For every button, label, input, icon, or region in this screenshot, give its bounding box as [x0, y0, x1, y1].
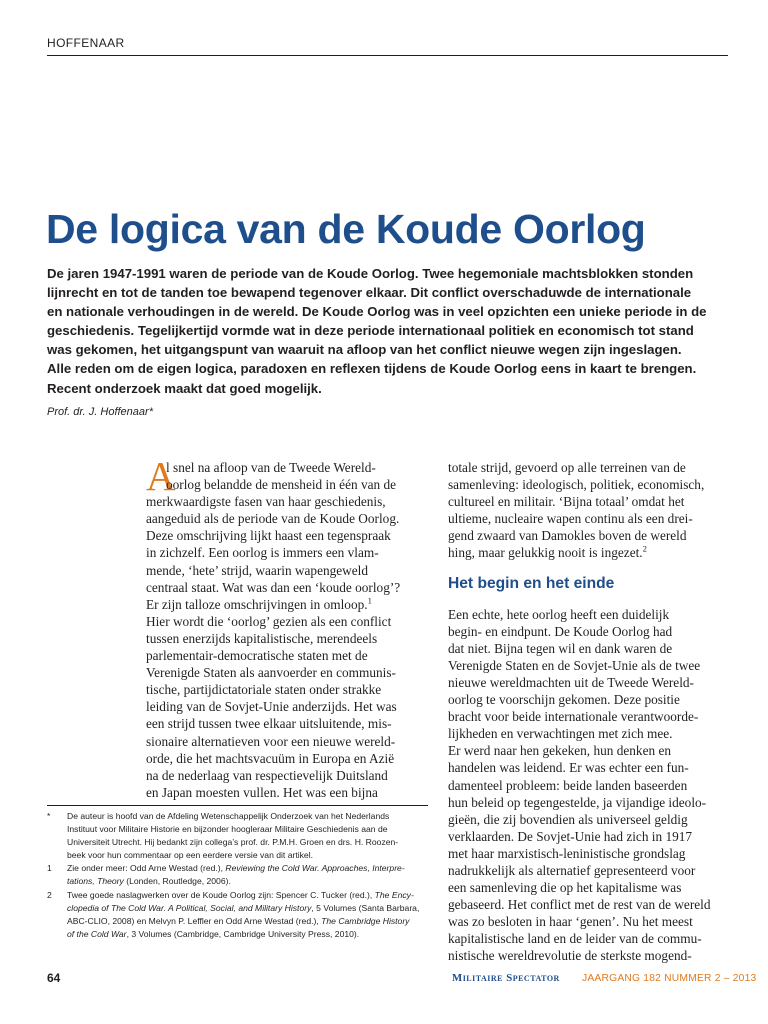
body-line: Verenigde Staten en de Sovjet-Unie als de twee — [448, 657, 701, 673]
body-line: was zo besloten in haar ‘genen’. Nu het meest — [448, 914, 693, 930]
lead-line: geschiedenis. Tegelijkertijd vormde wat in deze periode internationaal politiek en economisch tot stand — [47, 323, 694, 339]
lead-line: was gekomen, het uitgangspunt van waaruit na afloop van het conflict nieuwe wegen zijn ingeslagen. — [47, 342, 682, 358]
body-line: mende, ‘hete’ strijd, waarin wapengeweld — [146, 562, 369, 578]
footnote-ref-1: 1 — [367, 595, 372, 606]
body-line: handelen was leidend. Er was echter een fun- — [448, 760, 689, 776]
footnote-line — [67, 875, 428, 888]
body-line: nieuwe wereldmachten uit de Tweede Wereld- — [448, 674, 694, 690]
body-line: nadrukkelijk als alternatief gepresenteerd voor — [448, 862, 696, 878]
body-line: nistische wereldrevolutie de sterkste mogend- — [448, 948, 692, 964]
footnote-line — [67, 862, 428, 875]
body-line — [448, 544, 730, 561]
body-line: Verenigde Staten als aanvoerder en communis- — [146, 665, 396, 681]
footnote-citation-title: Reviewing the Cold War. Approaches, Interpre- — [225, 863, 405, 874]
body-line: dat niet. Bijna tegen wil en dank waren de — [448, 640, 673, 656]
body-line: oorlog te voorschijn gekomen. Deze positie — [448, 692, 680, 708]
article-title: De logica van de Koude Oorlog — [46, 206, 646, 252]
footnote-citation-title: of the Cold War — [67, 928, 127, 939]
lead-line: Alle reden om de eigen logica, paradoxen en reflexen tijdens de Koude Oorlog eens in kaart te brengen. — [47, 361, 697, 377]
body-line: hun beleid op tegengestelde, ja vijandige ideolo- — [448, 794, 707, 810]
body-line: een strijd tussen twee elkaar uitsluitende, mis- — [146, 716, 392, 732]
page-number: 64 — [47, 971, 61, 985]
body-line: Hier wordt die ‘oorlog’ gezien als een conflict — [146, 613, 392, 629]
footnote-text: , 5 Volumes (Santa Barbara, — [311, 902, 420, 913]
header-rule — [47, 55, 728, 56]
footnote-author — [47, 810, 428, 862]
footnote-rule — [47, 805, 428, 806]
body-line: damenteel probleem: beide landen baseerden — [448, 777, 688, 793]
body-column-right — [448, 459, 730, 965]
running-head: HOFFENAAR — [47, 36, 125, 50]
body-line: kapitalistische land en de leider van de commu- — [448, 931, 702, 947]
body-line: merkwaardigste fasen van haar geschiedenis, — [146, 494, 386, 510]
section-heading: Het begin en het einde — [448, 575, 615, 592]
body-line: centraal staat. Wat was dan een ‘koude oorlog’? — [146, 579, 401, 595]
body-line: een samenleving die op het kapitalisme was — [448, 880, 682, 896]
footnote-mark: * — [47, 811, 51, 821]
footnote-line — [67, 902, 428, 915]
footnote-line: Universiteit Utrecht. Hij bedankt zijn collega’s prof. dr. P.M.H. Groen en drs. H. Roozen- — [67, 837, 399, 848]
journal-issue: JAARGANG 182 NUMMER 2 – 2013 — [582, 973, 757, 984]
body-line: lijkheden en verwachtingen met zich mee. — [448, 726, 673, 742]
footnote-citation-title: The Ency- — [374, 889, 414, 900]
author-byline: Prof. dr. J. Hoffenaar* — [47, 406, 153, 418]
body-line-text: hing, maar gelukkig nooit is ingezet. — [448, 545, 643, 561]
footnote-citation-title: tations, Theory — [67, 876, 124, 887]
body-line: oorlog belandde de mensheid in één van de — [166, 477, 397, 493]
footnotes — [47, 810, 428, 941]
body-line: gieën, die zij bovendien als universeel geldig — [448, 811, 688, 827]
body-line: gebaseerd. Het conflict met de rest van de wereld — [448, 897, 711, 913]
body-line: samenleving: ideologisch, politiek, economisch, — [448, 477, 705, 493]
footnote-citation-title: clopedia of The Cold War. A Political, Social, and Military History — [67, 902, 312, 913]
body-line: Deze omschrijving lijkt haast een tegenspraak — [146, 528, 391, 544]
body-line: aangeduid als de periode van de Koude Oorlog. — [146, 511, 400, 527]
body-line: tussen enerzijds kapitalistische, merendeels — [146, 630, 378, 646]
footnote-text: Zie onder meer: Odd Arne Westad (red.), — [67, 863, 226, 874]
body-line: orde, die het machtsvacuüm in Europa en Azië — [146, 750, 395, 766]
body-line: met haar marxistisch-leninistische grondslag — [448, 845, 686, 861]
lead-line: Recent onderzoek maakt dat goed mogelijk. — [47, 380, 322, 396]
footnote-text: (Londen, Routledge, 2006). — [123, 876, 231, 887]
body-line: begin- en eindpunt. De Koude Oorlog had — [448, 623, 673, 639]
footnote-2 — [47, 889, 428, 941]
footnote-line: beek voor hun commentaar op een eerdere versie van dit artikel. — [67, 850, 314, 861]
body-column-left — [146, 453, 428, 801]
footnote-text: ABC-CLIO, 2008) en Melvyn P. Leffler en Odd Arne Westad (red.), — [67, 915, 322, 926]
body-line-text: Er zijn talloze omschrijvingen in omloop. — [146, 596, 368, 612]
body-line — [146, 596, 428, 613]
body-line: cultureel en militair. ‘Bijna totaal’ omdat het — [448, 494, 685, 510]
body-line: totale strijd, gevoerd op alle terreinen van de — [448, 460, 686, 475]
body-line: sionaire alternatieven voor een nieuwe wereld- — [146, 733, 396, 749]
footnote-line — [67, 889, 428, 902]
footnote-citation-title: The Cambridge History — [321, 915, 410, 926]
footnote-line: De auteur is hoofd van de Afdeling Wetenschappelijk Onderzoek van het Nederlands — [67, 811, 390, 821]
footnote-line: Instituut voor Militaire Historie en bijzonder hoogleraar Militaire Geschiedenis aan de — [67, 824, 388, 835]
body-line: gend zwaard van Damokles boven de wereld — [448, 528, 687, 544]
lead-line: lijnrecht en tot de tanden toe bewapend tegenover elkaar. Dit conflict overschaduwde de internationale — [47, 285, 692, 301]
footnote-mark: 2 — [47, 889, 52, 900]
lead-line: en nationale verhoudingen in de wereld. De Koude Oorlog was in veel opzichten een unieke periode in de — [47, 304, 707, 320]
footnote-text: Twee goede naslagwerken over de Koude Oorlog zijn: Spencer C. Tucker (red.), — [67, 889, 375, 900]
body-line: parlementair-democratische staten met de — [146, 648, 368, 664]
body-line: bracht voor beide internationale verantwoorde- — [448, 709, 699, 725]
body-line: Een echte, hete oorlog heeft een duidelijk — [448, 606, 670, 622]
journal-name: Militaire Spectator — [452, 972, 560, 984]
body-line: in zichzelf. Een oorlog is immers een vlam- — [146, 545, 379, 561]
footnote-line — [67, 915, 428, 928]
footnote-1 — [47, 862, 428, 888]
body-line: verklaarden. De Sovjet-Unie had zich in 1917 — [448, 828, 693, 844]
body-line: na de nederlaag van respectievelijk Duitsland — [146, 767, 388, 783]
drop-cap: A — [146, 453, 176, 499]
body-line: ultieme, nucleaire wapen continu als een drei- — [448, 511, 693, 527]
body-line: tische, partijdictatoriale staten onder strakke — [146, 682, 382, 698]
lead-line: De jaren 1947-1991 waren de periode van de Koude Oorlog. Twee hegemoniale machtsblokken stonden — [47, 266, 694, 281]
body-line: leiding van de Sovjet-Unie anderzijds. Het was — [146, 699, 397, 715]
body-line: Er werd naar hen gekeken, hun denken en — [448, 743, 671, 759]
footnote-ref-2: 2 — [642, 544, 647, 555]
body-line: en Japan moesten vullen. Het was een bijna — [146, 784, 378, 800]
lead-paragraph — [47, 264, 731, 398]
footnote-mark: 1 — [47, 863, 52, 874]
footnote-text: , 3 Volumes (Cambridge, Cambridge University Press, 2010). — [126, 928, 360, 939]
body-line: l snel na afloop van de Tweede Wereld- — [166, 460, 376, 475]
footnote-line — [67, 928, 428, 941]
